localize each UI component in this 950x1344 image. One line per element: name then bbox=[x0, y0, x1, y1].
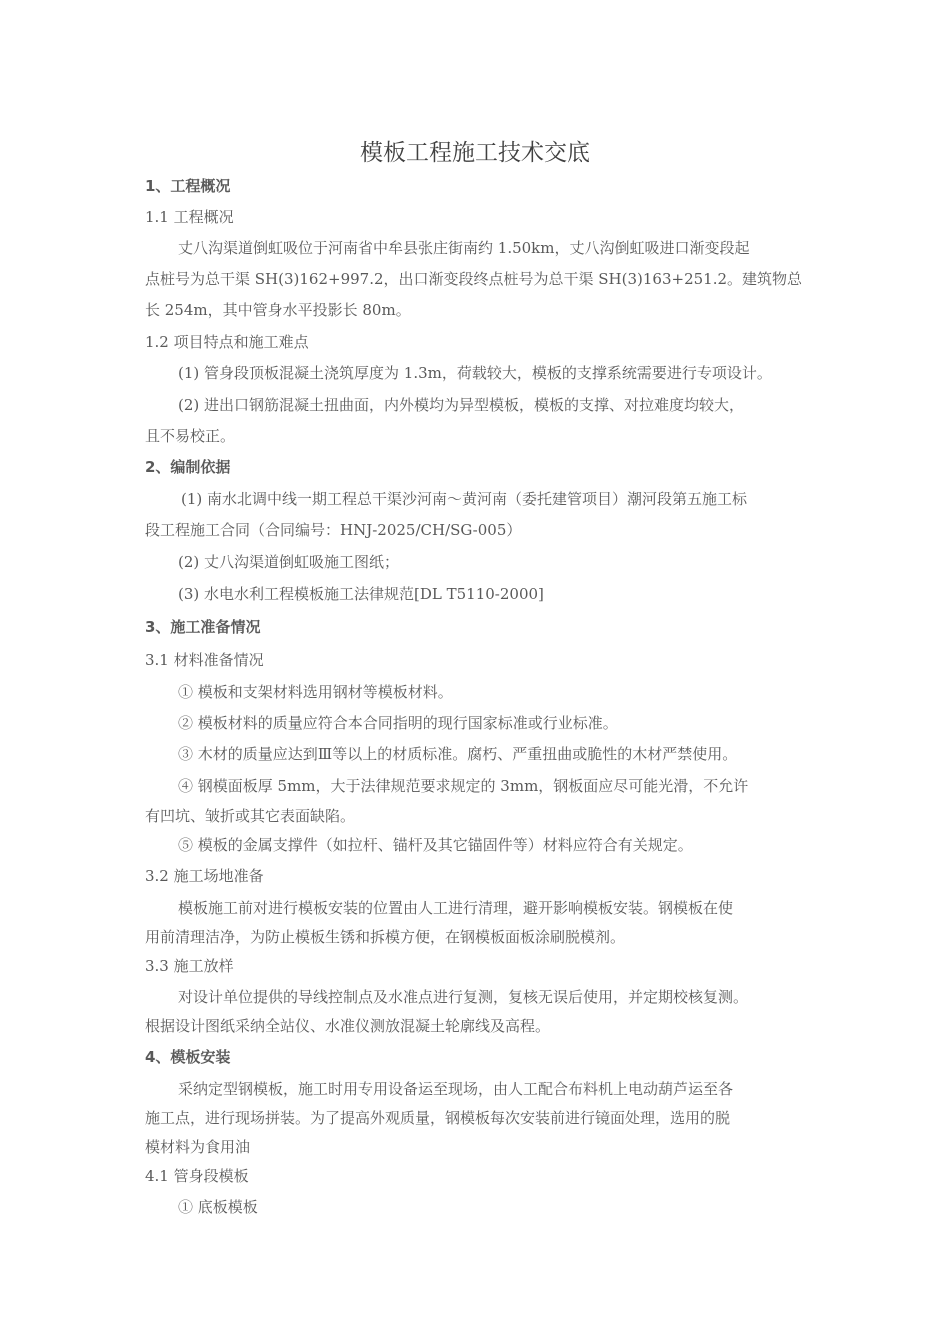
paragraph-line: 点桩号为总干渠 SH(3)162+997.2，出口渐变段终点桩号为总干渠 SH(3)163+251.2。建筑物总 bbox=[145, 270, 803, 288]
list-item: ⑤ 模板的金属支撑件（如拉杆、锚杆及其它锚固件等）材料应符合有关规定。 bbox=[178, 836, 693, 854]
heading-4-1: 4.1 管身段模板 bbox=[145, 1167, 249, 1185]
heading-3-2: 3.2 施工场地准备 bbox=[145, 867, 264, 885]
paragraph-line: 有凹坑、皱折或其它表面缺陷。 bbox=[145, 807, 356, 825]
heading-1-2: 1.2 项目特点和施工难点 bbox=[145, 333, 309, 351]
paragraph-line: 段工程施工合同（合同编号：HNJ-2025/CH/SG-005） bbox=[145, 521, 522, 539]
heading-3-3: 3.3 施工放样 bbox=[145, 957, 234, 975]
document-title: 模板工程施工技术交底 bbox=[360, 140, 590, 166]
list-item: (2) 进出口钢筋混凝土扭曲面，内外模均为异型模板，模板的支撑、对拉难度均较大， bbox=[178, 396, 745, 414]
list-item: (1) 南水北调中线一期工程总干渠沙河南～黄河南（委托建管项目）潮河段第五施工标 bbox=[181, 490, 748, 508]
heading-1-1: 1.1 工程概况 bbox=[145, 208, 234, 226]
paragraph-line: 长 254m，其中管身水平投影长 80m。 bbox=[145, 301, 411, 319]
paragraph-line: 模材料为食用油 bbox=[145, 1138, 251, 1156]
heading-4: 4、模板安装 bbox=[145, 1048, 231, 1066]
list-item: ② 模板材料的质量应符合本合同指明的现行国家标准或行业标准。 bbox=[178, 714, 618, 732]
paragraph-line: 施工点，进行现场拼装。为了提高外观质量，钢模板每次安装前进行镜面处理，选用的脱 bbox=[145, 1109, 731, 1127]
paragraph-line: 丈八沟渠道倒虹吸位于河南省中牟县张庄街南约 1.50km，丈八沟倒虹吸进口渐变段起 bbox=[178, 239, 750, 257]
list-item: ④ 钢模面板厚 5mm，大于法律规范要求规定的 3mm，钢板面应尽可能光滑，不允许 bbox=[178, 777, 749, 795]
paragraph-line: 对设计单位提供的导线控制点及水准点进行复测，复核无误后使用，并定期校核复测。 bbox=[178, 988, 749, 1006]
list-item: (3) 水电水利工程模板施工法律规范[DL T5110-2000] bbox=[178, 585, 544, 603]
heading-1: 1、工程概况 bbox=[145, 177, 231, 195]
paragraph-line: 采纳定型钢模板，施工时用专用设备运至现场，由人工配合布料机上电动葫芦运至各 bbox=[178, 1080, 734, 1098]
paragraph-line: 且不易校正。 bbox=[145, 427, 236, 445]
list-item: ① 模板和支架材料选用钢材等模板材料。 bbox=[178, 683, 453, 701]
list-item: ③ 木材的质量应达到Ⅲ等以上的材质标准。腐朽、严重扭曲或脆性的木材严禁使用。 bbox=[178, 745, 738, 763]
heading-3: 3、施工准备情况 bbox=[145, 618, 261, 636]
paragraph-line: 根据设计图纸采纳全站仪、水准仪测放混凝土轮廓线及高程。 bbox=[145, 1017, 551, 1035]
list-item: ① 底板模板 bbox=[178, 1198, 258, 1216]
list-item: (2) 丈八沟渠道倒虹吸施工图纸； bbox=[178, 553, 400, 571]
list-item: (1) 管身段顶板混凝土浇筑厚度为 1.3m，荷载较大，模板的支撑系统需要进行专项设计。 bbox=[178, 364, 772, 382]
paragraph-line: 模板施工前对进行模板安装的位置由人工进行清理，避开影响模板安装。钢模板在使 bbox=[178, 899, 734, 917]
paragraph-line: 用前清理洁净，为防止模板生锈和拆模方便，在钢模板面板涂刷脱模剂。 bbox=[145, 928, 626, 946]
heading-2: 2、编制依据 bbox=[145, 458, 231, 476]
heading-3-1: 3.1 材料准备情况 bbox=[145, 651, 264, 669]
